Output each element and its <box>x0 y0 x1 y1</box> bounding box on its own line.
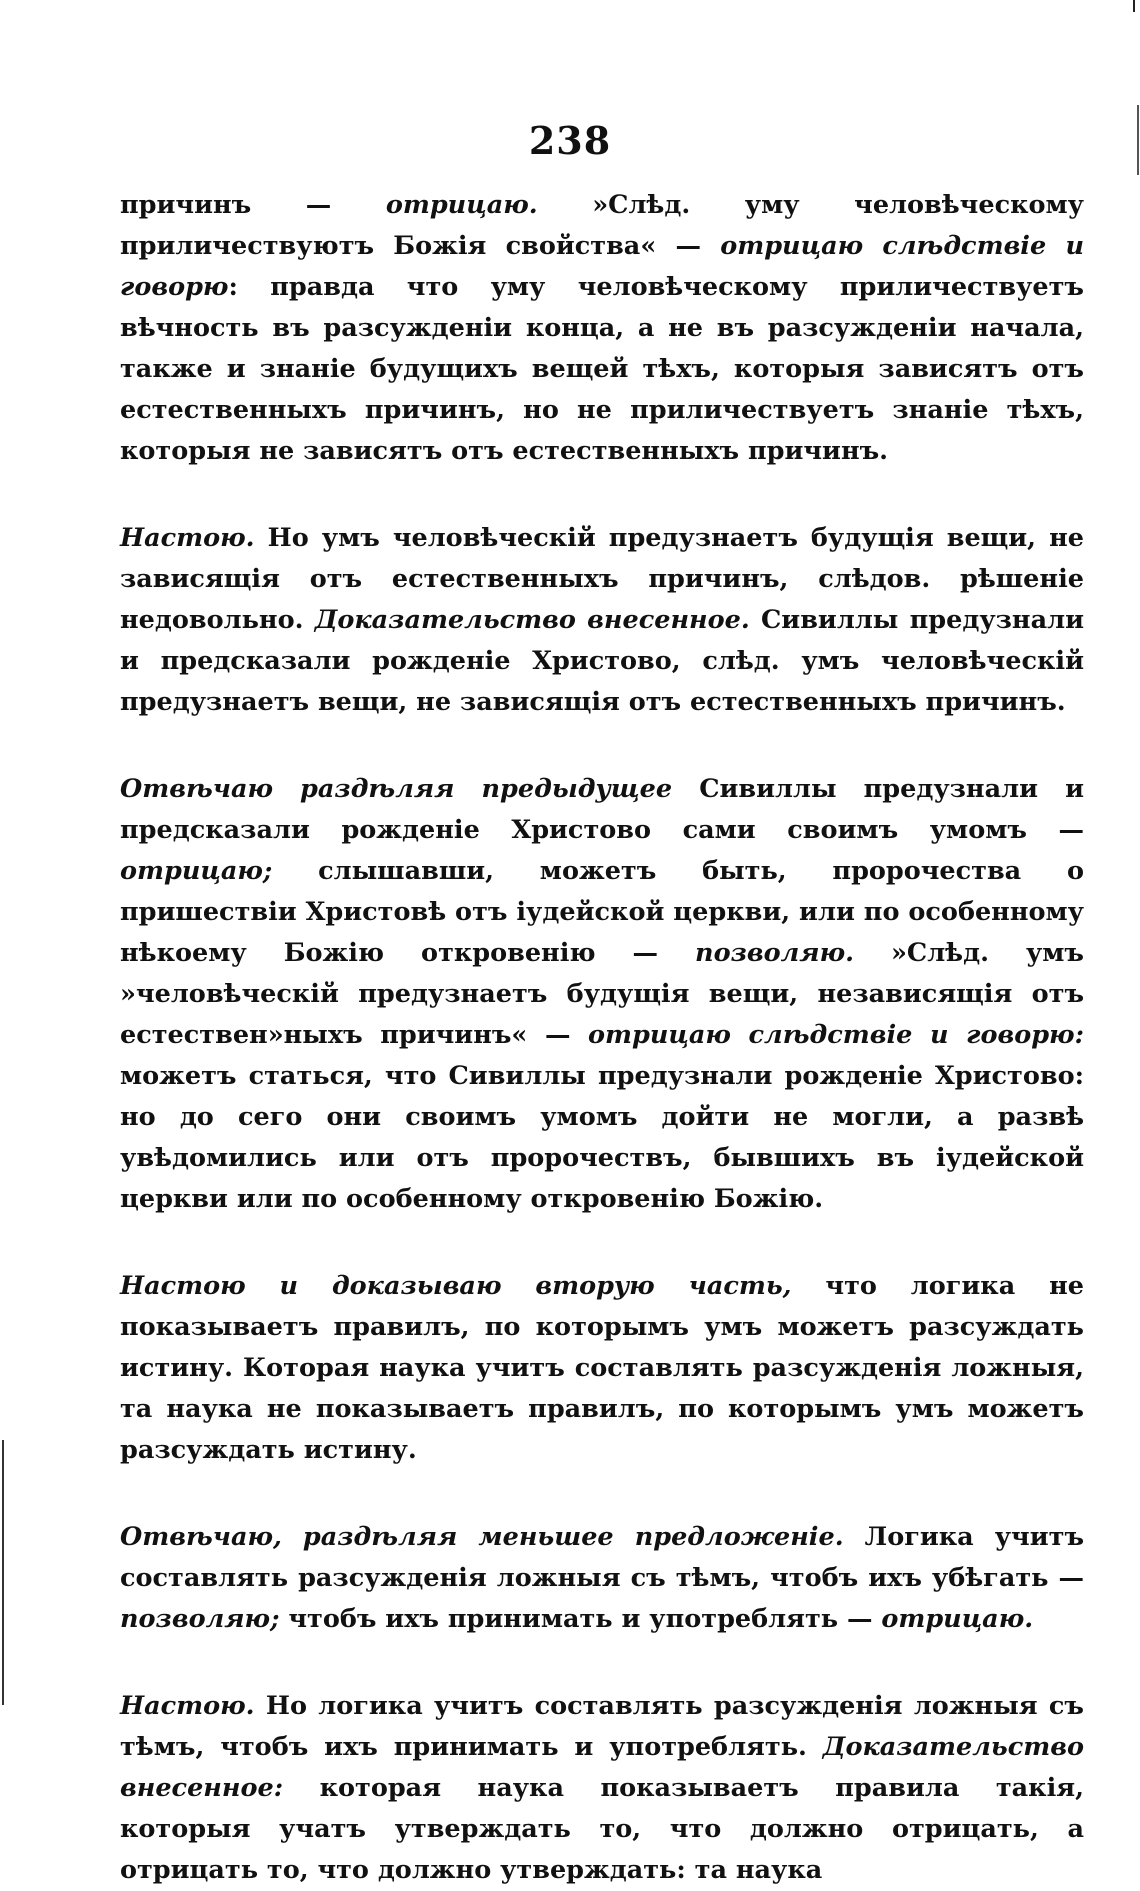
paragraph <box>120 1266 1084 1471</box>
italic-run: отрицаю слѣдствіе и говорю: <box>588 1020 1084 1050</box>
text-run: Но умъ человѣческій предузнаетъ будущія вещи, не зависящія отъ естественныхъ причинъ, слѣдов. рѣшеніе недовольно. <box>120 523 1084 635</box>
text-run: что логика не показываетъ правилъ, по которымъ умъ можетъ разсуждать истину. Которая наука учитъ составлять разсужденія ложныя, та наука не показываетъ правилъ, по которымъ умъ можетъ разсуждать истину. <box>120 1271 1084 1465</box>
italic-run: отрицаю. <box>881 1604 1034 1634</box>
italic-run: Настою. <box>120 1691 255 1721</box>
paragraph <box>120 769 1084 1220</box>
text-run: Сивиллы предузнали и предсказали рожденіе Христово сами своимъ умомъ — <box>120 774 1084 845</box>
text-run: причинъ — <box>120 190 386 220</box>
italic-run: Отвѣчаю, раздѣляя меньшее предложеніе. <box>120 1522 844 1552</box>
scan-edge-line-left <box>2 1440 4 1705</box>
paragraph <box>120 518 1084 723</box>
text-run: Логика учитъ составлять разсужденія ложныя съ тѣмъ, чтобъ ихъ убѣгать — <box>120 1522 1084 1593</box>
text-run: можетъ статься, что Сивиллы предузнали рожденіе Христово: но до сего они своимъ умомъ дойти не могли, а развѣ увѣдомились или отъ пророчествъ, бывшихъ въ іудейской церкви или по особенному откровенію Божію. <box>120 1061 1084 1214</box>
paragraph <box>120 1517 1084 1640</box>
text-run: Сивиллы предузнали и предсказали рожденіе Христово, слѣд. умъ человѣческій предузнаетъ вещи, не зависящія отъ естественныхъ причинъ. <box>120 605 1084 717</box>
italic-run: отрицаю; <box>120 856 273 886</box>
italic-run: позволяю. <box>695 938 854 968</box>
body-text <box>120 185 1084 1891</box>
italic-run: отрицаю слѣдствіе и говорю <box>120 231 1084 302</box>
scan-edge-mark <box>1133 0 1135 12</box>
text-run: »Слѣд. уму человѣческому приличествуютъ Божія свойства« — <box>120 190 1084 261</box>
italic-run: позволяю; <box>120 1604 280 1634</box>
paragraph <box>120 1686 1084 1891</box>
italic-run: Отвѣчаю раздѣляя предыдущее <box>120 774 673 804</box>
text-run: которая наука показываетъ правила такія, которыя учатъ утверждать то, что должно отрицать, а отрицать то, что должно утверждать: та наука <box>120 1773 1084 1885</box>
italic-run: Настою и доказываю вторую часть, <box>120 1271 792 1301</box>
italic-run: Доказательство внесенное: <box>120 1732 1084 1803</box>
text-run: слышавши, можетъ быть, пророчества о пришествіи Христовѣ отъ іудейской церкви, или по особенному нѣкоему Божію откровенію — <box>120 856 1084 968</box>
italic-run: Доказательство внесенное. <box>314 605 750 635</box>
italic-run: Настою. <box>120 523 255 553</box>
paragraph <box>120 185 1084 472</box>
italic-run: отрицаю. <box>385 190 538 220</box>
text-run: Но логика учитъ составлять разсужденія ложныя съ тѣмъ, чтобъ ихъ принимать и употреблять. <box>120 1691 1084 1762</box>
page-number: 238 <box>528 118 612 163</box>
text-run: чтобъ ихъ принимать и употреблять — <box>279 1604 882 1634</box>
text-run: »Слѣд. умъ »человѣческій предузнаетъ будущія вещи, независящія отъ естествен»ныхъ причинъ« — <box>120 938 1084 1050</box>
text-run: : правда что уму человѣческому приличествуетъ вѣчность въ разсужденіи конца, а не въ разсужденіи начала, также и знаніе будущихъ вещей тѣхъ, которыя зависятъ отъ естественныхъ причинъ, но не приличествуетъ знаніе тѣхъ, которыя не зависятъ отъ естественныхъ причинъ. <box>120 272 1084 466</box>
